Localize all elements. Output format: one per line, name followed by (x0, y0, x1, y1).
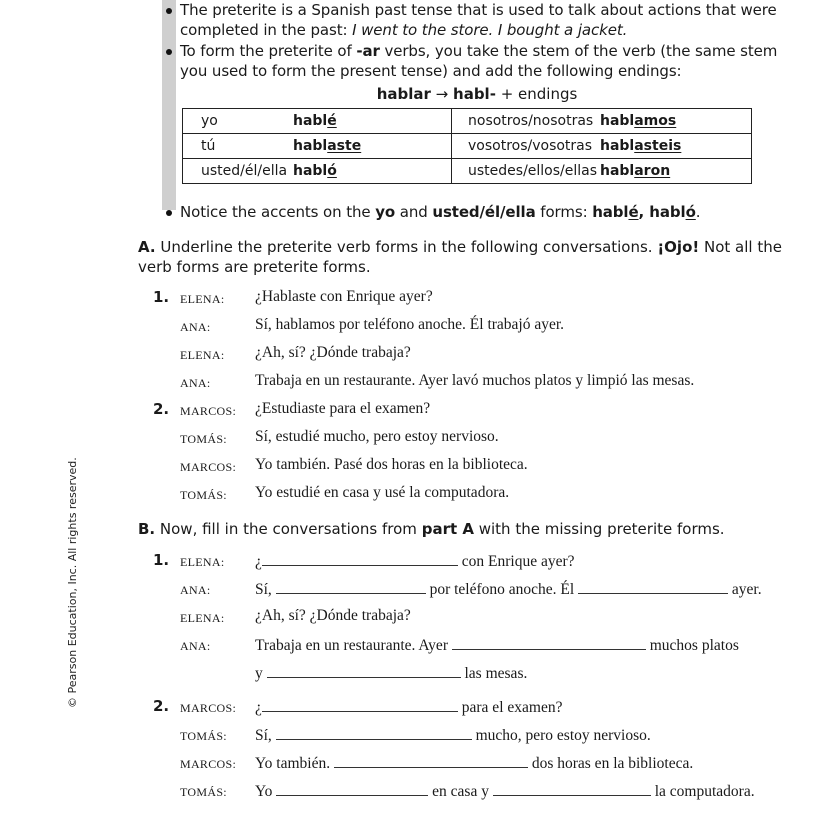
intro-bullet-1 (180, 0, 777, 40)
answer-blank[interactable] (276, 579, 426, 594)
fill-line: Sí, por teléfono anoche. Él ayer. (255, 581, 762, 598)
dialogue-line[interactable]: Sí, estudié mucho, pero estoy nervioso. (255, 428, 499, 445)
speaker-label: TOMÁS: (180, 432, 227, 446)
answer-blank[interactable] (493, 781, 651, 796)
answer-blank[interactable] (578, 579, 728, 594)
fill-line: Sí, mucho, pero estoy nervioso. (255, 727, 651, 744)
sidebar-gray-bar (162, 0, 176, 210)
part-b-instructions: B. Now, fill in the conversations from part A with the missing preterite forms. (138, 520, 725, 538)
dialogue-line[interactable]: ¿Hablaste con Enrique ayer? (255, 288, 433, 305)
verb-form: hablasteis (600, 134, 752, 159)
dialogue-line[interactable]: ¿Ah, sí? ¿Dónde trabaja? (255, 344, 411, 361)
answer-blank[interactable] (276, 725, 472, 740)
intro-text: you used to form the present tense) and add the following endings: (180, 62, 682, 80)
table-row (183, 134, 752, 159)
intro-text: The preterite is a Spanish past tense that is used to talk about actions that were (180, 1, 777, 19)
verb-form: hablamos (600, 109, 752, 134)
pronoun: yo (183, 109, 294, 134)
answer-blank[interactable] (262, 551, 458, 566)
conjugation-table (182, 108, 752, 184)
pronoun: usted/él/ella (183, 159, 294, 184)
answer-blank[interactable] (276, 781, 428, 796)
fill-line: Trabaja en un restaurante. Ayer muchos platos (255, 637, 739, 654)
formula-stem: habl- (453, 85, 496, 103)
copyright-notice: © Pearson Education, Inc. All rights reserved. (66, 457, 79, 708)
dialogue-line[interactable]: Yo estudié en casa y usé la computadora. (255, 484, 510, 501)
answer-blank[interactable] (452, 635, 646, 650)
pronoun: ustedes/ellos/ellas (452, 159, 601, 184)
answer-blank[interactable] (334, 753, 528, 768)
speaker-label: MARCOS: (180, 404, 237, 418)
speaker-label: TOMÁS: (180, 729, 227, 743)
formula-text: + endings (495, 85, 578, 103)
speaker-label: ANA: (180, 583, 211, 597)
fill-line: Yo en casa y la computadora. (255, 783, 755, 800)
pronoun: nosotros/nosotras (452, 109, 601, 134)
speaker-label: ANA: (180, 320, 211, 334)
verb-form: hablaste (293, 134, 452, 159)
answer-blank[interactable] (262, 697, 458, 712)
arrow-icon: → (430, 85, 454, 103)
item-number: 1. (153, 551, 170, 569)
intro-example: I went to the store. I bought a jacket. (352, 21, 628, 39)
table-row (183, 109, 752, 134)
dialogue-line[interactable]: Trabaja en un restaurante. Ayer lavó muchos platos y limpió las mesas. (255, 372, 695, 389)
bullet-icon (166, 210, 172, 216)
dialogue-line[interactable]: Sí, hablamos por teléfono anoche. Él trabajó ayer. (255, 316, 565, 333)
dialogue-line[interactable]: ¿Estudiaste para el examen? (255, 400, 431, 417)
speaker-label: TOMÁS: (180, 785, 227, 799)
intro-bullet-2 (180, 41, 777, 81)
pronoun: vosotros/vosotras (452, 134, 601, 159)
intro-bold: -ar (356, 42, 380, 60)
item-number: 2. (153, 697, 170, 715)
speaker-label: MARCOS: (180, 460, 237, 474)
item-number: 1. (153, 288, 170, 306)
speaker-label: MARCOS: (180, 701, 237, 715)
fill-line: ¿ con Enrique ayer? (255, 553, 575, 570)
fill-line: Yo también. dos horas en la biblioteca. (255, 755, 694, 772)
speaker-label: ELENA: (180, 292, 225, 306)
fill-line: ¿ para el examen? (255, 699, 563, 716)
verb-form: hablé (293, 109, 452, 134)
speaker-label: ELENA: (180, 348, 225, 362)
part-a-instructions: A. Underline the preterite verb forms in the following conversations. ¡Ojo! Not all the verb forms are preterite forms. (138, 238, 782, 276)
verb-form: habló (293, 159, 452, 184)
speaker-label: ELENA: (180, 611, 225, 625)
bullet-icon (166, 8, 172, 14)
pronoun: tú (183, 134, 294, 159)
intro-text: completed in the past: (180, 21, 353, 39)
speaker-label: ELENA: (180, 555, 225, 569)
speaker-label: ANA: (180, 376, 211, 390)
fill-line: y las mesas. (255, 665, 528, 682)
table-row (183, 159, 752, 184)
answer-blank[interactable] (267, 663, 461, 678)
formula-verb: hablar (376, 85, 431, 103)
accent-note: Notice the accents on the yo and usted/él/ella forms: hablé, habló. (180, 203, 701, 221)
verb-form: hablaron (600, 159, 752, 184)
speaker-label: MARCOS: (180, 757, 237, 771)
speaker-label: TOMÁS: (180, 488, 227, 502)
dialogue-line[interactable]: Yo también. Pasé dos horas en la biblioteca. (255, 456, 528, 473)
speaker-label: ANA: (180, 639, 211, 653)
dialogue-line: ¿Ah, sí? ¿Dónde trabaja? (255, 607, 411, 624)
bullet-icon (166, 49, 172, 55)
intro-text: To form the preterite of (180, 42, 357, 60)
formula (180, 85, 774, 103)
intro-text: verbs, you take the stem of the verb (the same stem (379, 42, 778, 60)
item-number: 2. (153, 400, 170, 418)
